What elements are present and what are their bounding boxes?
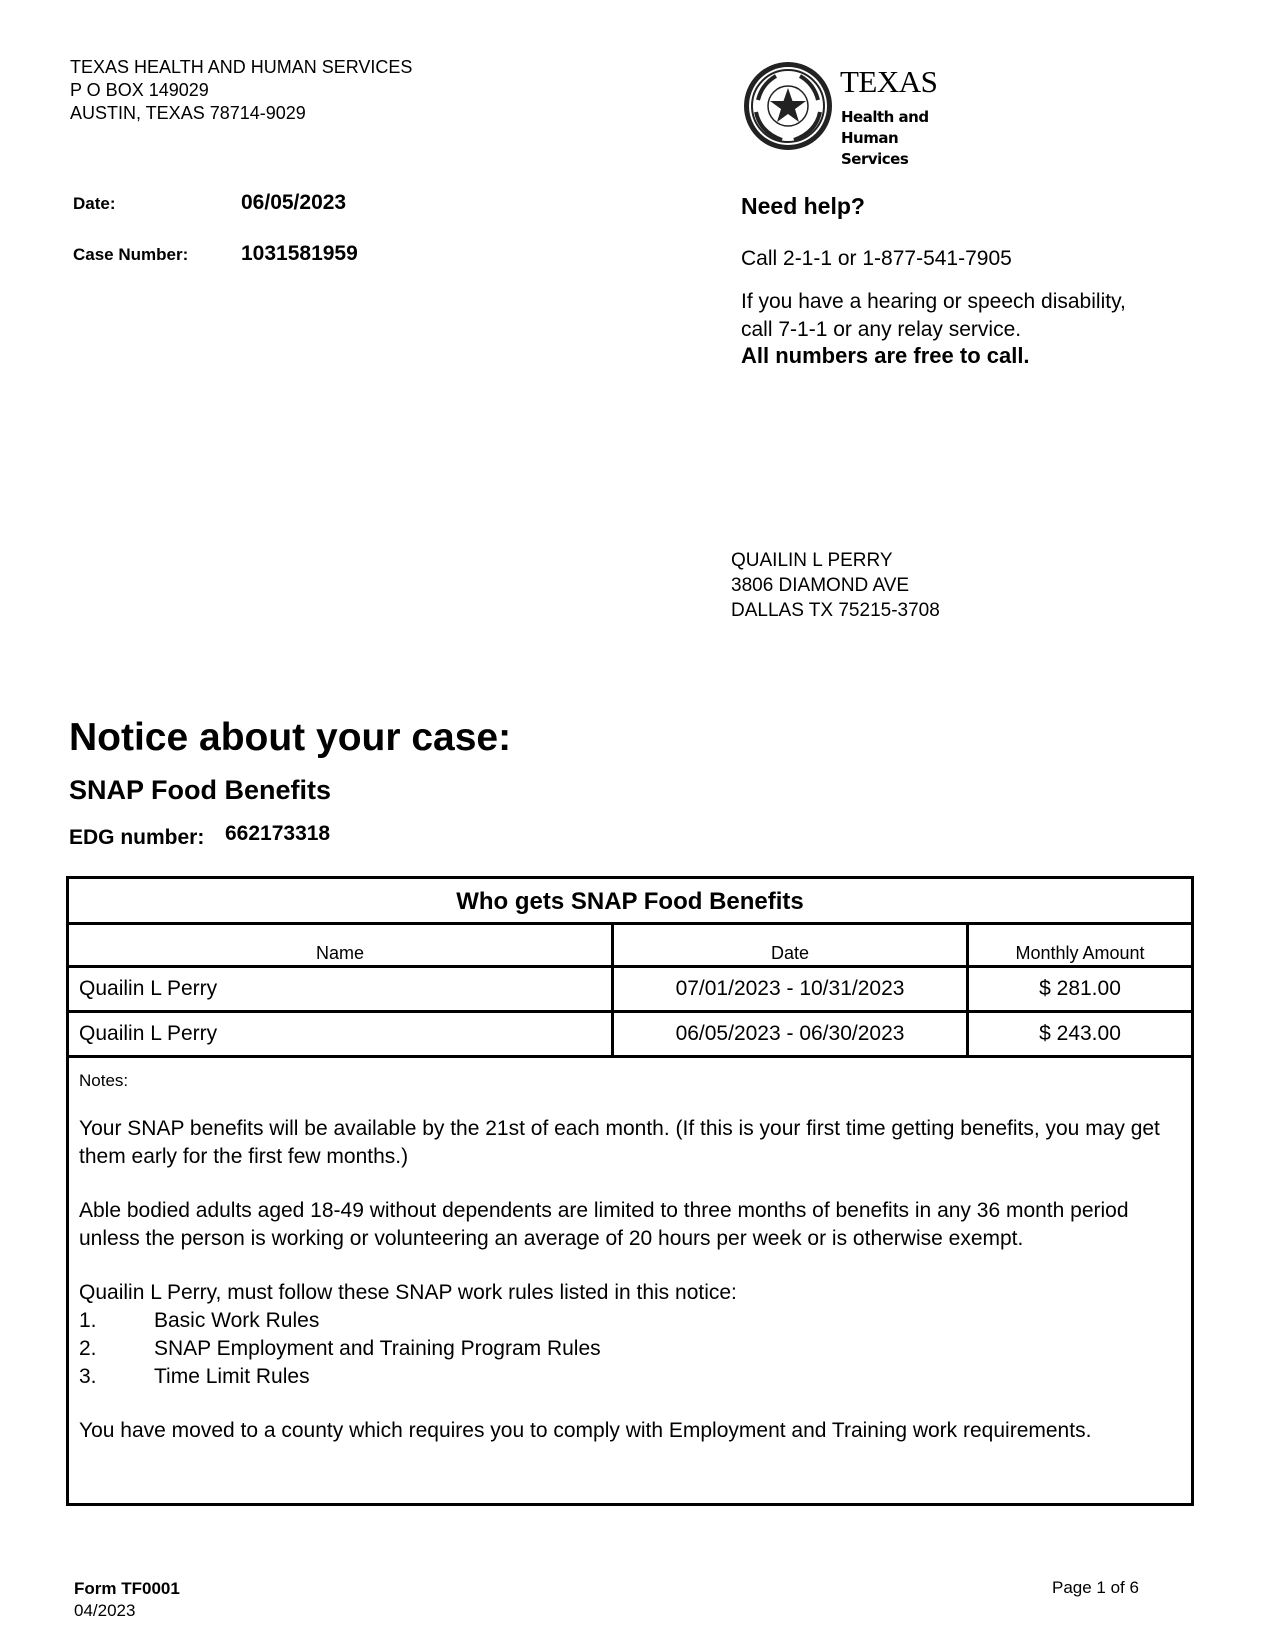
form-date: 04/2023 — [74, 1601, 136, 1620]
rule-text: Time Limit Rules — [154, 1365, 310, 1388]
notes-work-rules-intro: Quailin L Perry, must follow these SNAP work rules listed in this notice: — [79, 1281, 737, 1304]
cell-amount: $ 243.00 — [1039, 1022, 1121, 1045]
help-disability-line2: call 7-1-1 or any relay service. — [741, 318, 1022, 341]
edg-number-label: EDG number: — [69, 826, 205, 849]
cell-amount: $ 281.00 — [1039, 977, 1121, 1000]
edg-number-value: 662173318 — [225, 822, 331, 845]
benefits-table — [66, 876, 1194, 1506]
header-date: Date — [614, 925, 969, 965]
case-number-label: Case Number: — [73, 245, 189, 264]
logo-subtitle-line1: Health and Human — [841, 108, 929, 147]
cell-name: Quailin L Perry — [69, 968, 614, 1010]
page-number: Page 1 of 6 — [1052, 1578, 1139, 1597]
texas-seal-icon — [742, 60, 834, 152]
recipient-name: QUAILIN L PERRY — [731, 550, 893, 571]
sender-address — [70, 56, 412, 125]
case-number-value: 1031581959 — [241, 242, 358, 265]
notes-label: Notes: — [79, 1071, 129, 1090]
table-row — [69, 1013, 1191, 1058]
rule-number: 3. — [79, 1365, 97, 1388]
recipient-city: DALLAS TX 75215-3708 — [731, 600, 940, 621]
list-item — [79, 1307, 1179, 1335]
notes-time-limit: Able bodied adults aged 18-49 without dependents are limited to three months of benefits in any 36 month period unless the person is working or volunteering an average of 20 hours per week or is otherwise exempt. — [79, 1199, 1129, 1250]
cell-date: 07/01/2023 - 10/31/2023 — [614, 968, 969, 1010]
table-title: Who gets SNAP Food Benefits — [69, 879, 1191, 925]
cell-name: Quailin L Perry — [69, 1013, 614, 1055]
logo-title: TEXAS — [840, 64, 938, 99]
logo-subtitle-line2: Services — [841, 150, 909, 168]
recipient-address — [731, 548, 940, 623]
notes-section — [79, 1067, 1179, 1471]
help-title: Need help? — [741, 193, 865, 219]
recipient-street: 3806 DIAMOND AVE — [731, 575, 910, 596]
notes-county-requirement: You have moved to a county which requires you to comply with Employment and Training work requirements. — [79, 1419, 1092, 1442]
list-item — [79, 1335, 1179, 1363]
rule-number: 1. — [79, 1309, 97, 1332]
program-name: SNAP Food Benefits — [69, 775, 332, 805]
table-row — [69, 968, 1191, 1013]
notes-availability: Your SNAP benefits will be available by the 21st of each month. (If this is your first time getting benefits, you may get them early for the first few months.) — [79, 1117, 1160, 1168]
table-header-row — [69, 925, 1191, 968]
help-disability-line1: If you have a hearing or speech disability, — [741, 290, 1126, 313]
rule-text: SNAP Employment and Training Program Rules — [154, 1337, 601, 1360]
cell-date: 06/05/2023 - 06/30/2023 — [614, 1013, 969, 1055]
work-rules-list — [79, 1307, 1179, 1391]
list-item — [79, 1363, 1179, 1391]
header-monthly-amount: Monthly Amount — [1015, 943, 1145, 963]
hhs-logo — [742, 60, 982, 168]
sender-city: AUSTIN, TEXAS 78714-9029 — [70, 103, 306, 123]
help-disability — [741, 288, 1211, 344]
sender-po-box: P O BOX 149029 — [70, 80, 209, 100]
notice-title: Notice about your case: — [69, 716, 512, 759]
date-value: 06/05/2023 — [241, 191, 347, 214]
date-label: Date: — [73, 194, 116, 213]
rule-number: 2. — [79, 1337, 97, 1360]
form-id: Form TF0001 — [74, 1579, 180, 1598]
help-phone: Call 2-1-1 or 1-877-541-7905 — [741, 247, 1012, 270]
rule-text: Basic Work Rules — [154, 1309, 320, 1332]
logo-subtitle — [841, 107, 982, 170]
help-free-note: All numbers are free to call. — [741, 343, 1030, 368]
header-name: Name — [69, 925, 614, 965]
sender-name: TEXAS HEALTH AND HUMAN SERVICES — [70, 57, 413, 77]
